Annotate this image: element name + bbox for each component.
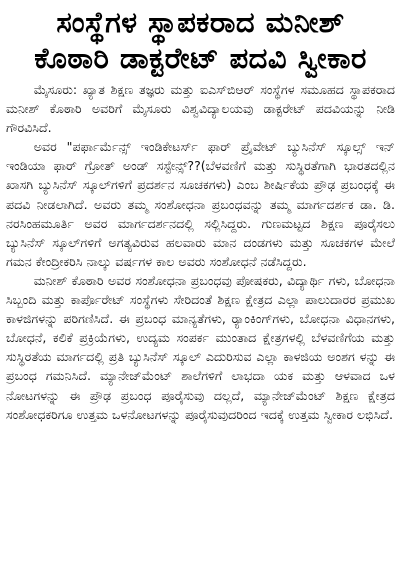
article-headline (6, 4, 395, 76)
headline-line-1: ಸಂಸ್ಥೆಗಳ ಸ್ಥಾಪಕರಾದ ಮನೀಶ್ (56, 5, 345, 39)
headline-line-2: ಕೊಠಾರಿ ಡಾಕ್ಟರೇಟ್ ಪದವಿ ಸ್ವೀಕಾರ (34, 41, 367, 75)
article-paragraph-3: ಮನೀಶ್ ಕೊಠಾರಿ ಅವರ ಸಂಶೋಧನಾ ಪ್ರಬಂಧವು ಪೋಷಕರು, ವಿದ್ಯಾರ್ಥಿ ಗಳು, ಬೋಧನಾ ಸಿಬ್ಬಂದಿ ಮತ್ತು ಕಾರ್ಪೊರೇಟ್ ಸಂಸ್ಥೆಗಳು ಸೇರಿದಂತೆ ಶಿಕ್ಷಣ ಕ್ಷೇತ್ರದ ಎಲ್ಲಾ ಪಾಲುದಾರರ ಪ್ರಮುಖ ಕಾಳಜಿಗಳನ್ನು ಪರಿಗಣಿಸಿದೆ. ಈ ಪ್ರಬಂಧ ಮಾನ್ಯತೆಗಳು, ರ‍್ಯಾಂಕಿಂಗ್‌ಗಳು, ಬೋಧನಾ ವಿಧಾನಗಳು, ಬೋಧನೆ, ಕಲಿಕೆ ಪ್ರಕ್ರಿಯೆಗಳು, ಉದ್ಯಮ ಸಂಪರ್ಕ ಮುಂತಾದ ಕ್ಷೇತ್ರಗಳಲ್ಲಿ ಬೆಳವಣಿಗೆಯ ಮತ್ತು ಸುಸ್ಥಿರತೆಯ ಮಾರ್ಗದಲ್ಲಿ ಪ್ರತಿ ಬ್ಯುಸಿನೆಸ್ ಸ್ಕೂಲ್ ಎದುರಿಸುವ ಎಲ್ಲಾ ಕಾಳಜಿಯ ಅಂಶಗ ಳನ್ನು ಈ ಪ್ರಬಂಧ ಗಮನಿಸಿದೆ. ಮ್ಯಾನೇಜ್‌ಮೆಂಟ್ ಶಾಲೆಗಳಿಗೆ ಲಾಭದಾ ಯಕ ಮತ್ತು ಆಳವಾದ ಒಳ ನೋಟಗಳನ್ನು ಈ ಪ್ರೌಢ ಪ್ರಬಂಧ ಪೂರೈಸುವು ದಲ್ಲದೆ, ಮ್ಯಾನೇಜ್‌ಮೆಂಟ್ ಶಿಕ್ಷಣ ಕ್ಷೇತ್ರದ ಸಂಶೋಧಕರಿಗೂ ಉತ್ತಮ ಒಳನೋಟಗಳನ್ನು ಪೂರೈಸುವುದರಿಂದ ಇದಕ್ಕೆ ಉತ್ತಮ ಸ್ವೀಕಾರ ಲಭಿಸಿದೆ. (6, 272, 395, 422)
article-paragraph-2: ಅವರ "ಪರ್ಫಾರ್ಮೆನ್ಸ್ ಇಂಡಿಕೇಟರ್ಸ್ ಫಾರ್ ಪ್ರೈವೇಟ್ ಬ್ಯುಸಿನೆಸ್ ಸ್ಕೂಲ್ಸ್ ಇನ್ ಇಂಡಿಯಾ ಫಾರ್ ಗ್ರೋತ್ ಅಂಡ್ ಸಸ್ಟೇನ್ಸ್??(ಬೆಳವಣಿಗೆ ಮತ್ತು ಸುಸ್ಥಿರತೆಗಾಗಿ ಭಾರತದಲ್ಲಿನ ಖಾಸಗಿ ಬ್ಯುಸಿನೆಸ್ ಸ್ಕೂಲ್‌ಗಳಿಗೆ ಪ್ರದರ್ಶನ ಸೂಚಕಗಳು) ಎಂಬ ಶೀರ್ಷಿಕೆಯ ಪ್ರೌಢ ಪ್ರಬಂಧಕ್ಕೆ ಈ ಪದವಿ ನೀಡಲಾಗಿದೆ. ಅವರು ತಮ್ಮ ಸಂಶೋಧನಾ ಪ್ರಬಂಧವನ್ನು ತಮ್ಮ ಮಾರ್ಗದರ್ಶಕ ಡಾ. ಡಿ. ನರಸಿಂಹಮೂರ್ತಿ ಅವರ ಮಾರ್ಗದರ್ಶನದಲ್ಲಿ ಸಲ್ಲಿಸಿದ್ದರು. ಗುಣಮಟ್ಟದ ಶಿಕ್ಷಣ ಪೂರೈಸಲು ಬ್ಯುಸಿನೆಸ್ ಸ್ಕೂಲ್‌ಗಳಿಗೆ ಅಗತ್ಯವಿರುವ ಹಲವಾರು ಮಾನ ದಂಡಗಳು ಮತ್ತು ಸೂಚಕಗಳ ಮೇಲೆ ಗಮನ ಕೇಂದ್ರೀಕರಿಸಿ ನಾಲ್ಕು ವರ್ಷಗಳ ಕಾಲ ಅವರು ಸಂಶೋಧನೆ ನಡೆಸಿದ್ದರು. (6, 139, 395, 269)
article-body (6, 80, 395, 424)
article-paragraph-1: ಮೈಸೂರು: ಖ್ಯಾತ ಶಿಕ್ಷಣ ತಜ್ಞರು ಮತ್ತು ಐಎಸ್‌ಬಿಆರ್ ಸಂಸ್ಥೆಗಳ ಸಮೂಹದ ಸ್ಥಾಪಕರಾದ ಮನೀಶ್ ಕೊಠಾರಿ ಅವರಿಗೆ ಮೈಸೂರು ವಿಶ್ವವಿದ್ಯಾಲಯವು ಡಾಕ್ಟರೇಟ್ ಪದವಿಯನ್ನು ನೀಡಿ ಗೌರವಿಸಿದೆ. (6, 82, 395, 136)
